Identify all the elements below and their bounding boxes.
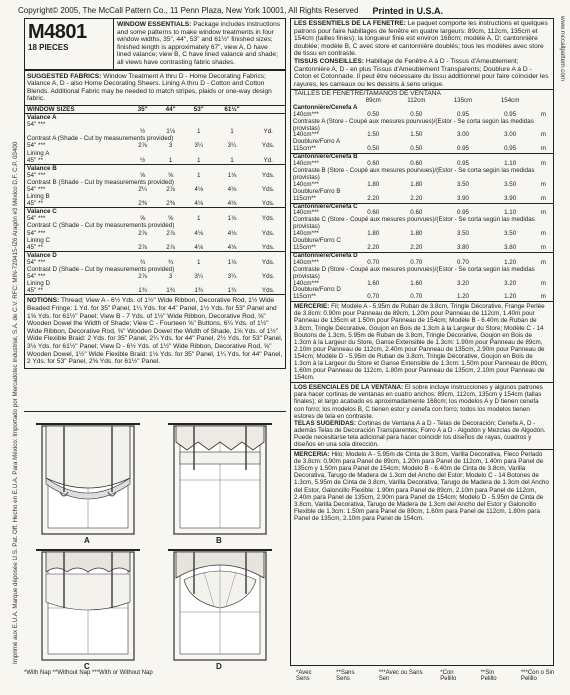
es-essentials [291, 382, 553, 449]
table-cell: 2⅞ [138, 273, 147, 281]
table-cell: 0.95 [456, 145, 469, 153]
table-row-label: Contrast B (Shade - Cut by measurements provided) [27, 178, 174, 186]
table-cell: 0.50 [367, 145, 380, 153]
views-drawing [24, 412, 286, 667]
table-row-label: 140cm*** [293, 209, 319, 217]
table-cell: 1.10 [504, 209, 517, 217]
table-row-label: 54" *** [27, 171, 46, 179]
table-cell: 0.70 [456, 258, 469, 266]
table-cell: 3.00 [504, 131, 517, 139]
table-cell: Yds. [261, 185, 275, 193]
table-cell: 1 [196, 258, 201, 266]
table-cell: Yds. [261, 243, 275, 251]
table-cell: 3 [168, 142, 173, 150]
view-c-drawing [36, 550, 140, 660]
es-merceria-text: Hilo; Modelo A - 5.95m de Cinta de 3.8cm, Varilla Decorativa, Fleco Perlado de 3.8cm: 0.90m para Panel de 89cm, 1.20m para Panel de 112cm, 1.40m para Panel de 135cm y 1.50m para Panel de 154cm; Modelo B - 6.40m de Cinta de 3.8cm, Varilla Decorativa, Tarugo de Madera de 1.3cm del Ancho del Estor; Modelo C - 14 Botones de 1.3cm, 5.95m de Cinta de 3.8cm, Varilla Decorativa, Tarugo de Madera de 1.3cm del Ancho del Estor, Galoncillo Flexible: 1.90m para Panel de 89cm, 2.10m para Panel de 112cm, 2.40m para Panel de 135cm, 2.90m para Panel de 154cm; Modelo D - 5.95m de Cinta de 3.8cm, Varilla Decorativa, Tarugo de Madera de 1.3cm del Ancho del Estor y Galoncillo Flexible de 1.3cm: 1.50m para Panel de 89cm, 1.60m para Panel de 112cm, 1.80m para Panel de 135cm, 2.10m para Panel de 154cm. [294, 451, 549, 522]
table-cell: 3.20 [504, 279, 517, 287]
es-telas-title: TELAS SUGERIDAS: [294, 419, 356, 427]
table-row-label: 115cm** [293, 243, 316, 251]
table-row-label: Doublure/Forro A [293, 138, 341, 146]
table-row [291, 119, 553, 133]
table-cell: 0.95 [504, 145, 517, 153]
table-cell: 4⅛ [227, 229, 237, 237]
table-cell: 3.80 [456, 243, 469, 251]
table-row [25, 273, 285, 280]
table-cell: 1 [196, 215, 201, 223]
table-cell: 1.80 [367, 230, 380, 238]
table-cell: 1.50 [410, 131, 423, 139]
table-row [25, 142, 285, 149]
table-cell: Yd. [263, 156, 273, 164]
legend-item: ***Avec ou Sans Sen [378, 670, 423, 682]
fr-essentials [291, 19, 553, 89]
view-c-caption: C [84, 662, 90, 671]
table-cell: 0.60 [367, 160, 380, 168]
table-cell: 0.50 [410, 110, 423, 118]
table-row [25, 287, 285, 294]
pattern-pieces: 18 PIECES [28, 43, 69, 52]
es-essentials-title: LOS ESENCIALES DE LA VENTANA: [294, 384, 404, 392]
table-cell: 1¾ [194, 287, 204, 295]
table-row [25, 157, 285, 165]
table-cell: 2.20 [367, 194, 380, 202]
printed-text: Printed in U.S.A. [372, 6, 443, 16]
table-row-label: Doublure/Forro C [293, 237, 341, 245]
suggested-fabrics-text: Window Treatment A thru D - Home Decorating Fabrics; Valance A, D - also Home Decorating Sheers. Lining A thru D - Cotton and Cotton Blends. Additional Fabric may be needed to match stripes, plaids or one-way design fabric. [27, 72, 272, 103]
fr-essentials-title: LES ESSENTIELS DE LA FENETRE: [294, 20, 406, 27]
table-cell: Yds. [261, 287, 275, 295]
table-cell: 1.80 [367, 180, 380, 188]
table-cell: 3.50 [504, 180, 517, 188]
table-cell: m [540, 180, 546, 188]
table-cell: 2.20 [410, 243, 423, 251]
table-cell: m [540, 209, 546, 217]
table-row-label: Doublure/Forro D [293, 286, 341, 294]
table-row-label: 45" ** [27, 243, 43, 251]
copyright-text: Copyright© 2005, The McCall Pattern Co., 11 Penn Plaza, New York 10001, All Rights Reserved [18, 6, 359, 15]
table-header-cell [534, 98, 553, 105]
fr-tissus-text: Habillage de Fenêtre A à D - Tissus d'Ameublement; Cantonnière A, D - en plus Tissus d'Ameublement Transparents; Doublure A à D - Coton et Cotonnade. Il peut être nécessaire du tissu additionnel pour faire coïncider les rayures, les carreaux ou les dessins à sens unique. [294, 57, 549, 88]
fr-tissus-title: TISSUS CONSEILLES: [294, 57, 364, 65]
table-row [25, 244, 285, 252]
table-cell: 4⅛ [227, 243, 237, 251]
table-cell: ¾ [168, 258, 174, 266]
table-group-label: Cantonnière/Cenefa B [291, 154, 553, 161]
english-column [24, 18, 286, 369]
table-row [291, 196, 553, 203]
table-row-label: Contrast A (Shade - Cut by measurements provided) [27, 135, 174, 143]
table-cell: 3.80 [504, 243, 517, 251]
table-cell: 2.20 [410, 194, 423, 202]
fr-mercerie [291, 301, 553, 382]
es-merceria-title: MERCERIA: [294, 451, 330, 459]
table-cell: 0.70 [410, 258, 423, 266]
table-cell: 3 [168, 273, 173, 281]
table-row-label: 115cm** [293, 194, 316, 202]
table-row-label: 45" ** [27, 200, 43, 208]
fr-essentials-text: Le paquet comporte les instructions et quelques patrons pour faire habillages de fenêtre en quatre largeurs: 89cm, 112cm, 135cm et 154cm (tailles finies); la longueur finie est environ 168cm; modèle A, D: cantonnière doublée; modèle B, C avec store et cantonnière doublés; tous les modèles avec store de tissu en contraste. [294, 20, 548, 58]
table-cell: 1 [196, 156, 201, 164]
french-spanish-column [290, 18, 554, 666]
table-row-label: Contrast C (Shade - Cut by measurements provided) [27, 222, 175, 230]
table-row [25, 179, 285, 186]
suggested-fabrics [24, 70, 286, 105]
table-cell: Yds. [261, 273, 275, 281]
table-cell: 3¼ [194, 142, 204, 150]
table-cell: 1.80 [410, 180, 423, 188]
table-header-cell: 154cm [500, 96, 520, 104]
table-cell: 2⅞ [138, 243, 147, 251]
table-cell: 2¼ [138, 185, 147, 193]
table-cell: 0.50 [410, 145, 423, 153]
table-row [25, 128, 285, 135]
table-row-label: Contraste C (Store - Coupé aux mesures pourvues)/(Estor - Se corta según las medidas provistas) [293, 216, 535, 231]
es-merceria [291, 449, 553, 523]
table-row-label: 140cm*** [293, 230, 319, 238]
table-cell [185, 121, 213, 128]
table-cell: 2⅞ [166, 185, 176, 193]
pattern-header [24, 18, 286, 70]
table-header-cell: 53" [185, 106, 213, 114]
pattern-envelope-back [6, 4, 564, 690]
table-row-label: 54" *** [27, 229, 46, 237]
table-cell: 1 [230, 128, 234, 136]
table-cell: 4⅛ [194, 200, 204, 208]
table-header-cell: 89cm [365, 96, 381, 104]
table-row-label: 140cm*** [293, 131, 319, 139]
yardage-header-row [25, 106, 285, 114]
view-a-drawing [36, 424, 140, 534]
es-telas-text: Cortinas de Ventana A a D - Telas de Decoración; Cenefa A, D - además Telas de Decoración Transparentes; Forro A a D - Algodón y Mezclas de Algodón. Puede necesitarse tela adicional para hacer coincidir los diseños de rayas, cuadros y diseños en una sola dirección. [294, 419, 546, 448]
table-cell: m [540, 131, 546, 139]
window-essentials-title: WINDOW ESSENTIALS: [117, 21, 192, 28]
table-cell: 0.95 [456, 160, 469, 168]
table-cell: m [540, 258, 546, 266]
table-row-label: Lining D [27, 280, 51, 288]
table-group-row [25, 251, 285, 259]
table-row-label: Lining C [27, 236, 51, 244]
table-cell: 3.90 [456, 194, 469, 202]
table-group-row [25, 114, 285, 122]
table-cell: m [540, 243, 546, 251]
table-cell: 0.70 [410, 293, 423, 301]
table-cell: 1 [230, 156, 234, 164]
legend-item: *Avec Sens [296, 670, 312, 682]
table-row [25, 266, 285, 273]
table-header-cell: 61½" [213, 106, 252, 114]
table-group-label: Valance A [27, 114, 57, 122]
table-row-label: 115cm** [293, 145, 316, 153]
table-row [291, 168, 553, 182]
table-row-label: 45" ** [27, 287, 43, 295]
table-cell: 1.80 [410, 230, 423, 238]
table-header-cell: WINDOW SIZES [25, 106, 129, 114]
table-row-label: 140cm*** [293, 110, 319, 118]
table-cell: 0.95 [456, 110, 469, 118]
table-row-label: 140cm*** [293, 279, 319, 287]
table-row [25, 186, 285, 193]
table-cell: 0.60 [367, 209, 380, 217]
table-cell: m [540, 194, 546, 202]
suggested-fabrics-title: SUGGESTED FABRICS: [27, 72, 102, 80]
table-row-label: Contraste A (Store - Coupé aux mesures pourvues)/(Estor - Se corta según las medidas provistas) [293, 117, 534, 132]
table-cell: 2⅜ [166, 200, 176, 208]
table-header-cell [251, 106, 285, 114]
table-cell: ⅝ [139, 215, 146, 223]
fr-mercerie-title: MERCERIE: [294, 303, 330, 311]
table-cell: 4⅛ [194, 229, 204, 237]
legend-item: **Sin Pelillo [480, 670, 497, 682]
fr-mercerie-text: Fil; Modèle A - 5.95m de Ruban de 3.8cm, Tringle Décorative, Frange Perlée de 3.8cm: 0.90m pour Panneau de 89cm, 1.20m pour Panneau de 112cm, 1.40m pour Panneau de 135cm et 1.50m pour Panneau de 154cm; Modèle B - 6.40m de Ruban de 3.8cm, Tringle Décorative, Goujon en Bois de 1.3cm à la Largeur du Store; Modèle C - 14 Boutons de 1.3cm, 5.95m de Ruban de 3.8cm, Tringle Décorative, Goujon en Bois de 1.3cm à la Largeur du Store, Ganse Extensible de 1.3cm: 1.90m pour Panneau de 89cm, 2.10m pour Panneau de 112cm, 2.40m pour Panneau de 135cm, 2.90m pour Panneau de 154cm; Modèle D - 5.95m de Ruban de 3.8cm, Tringle Décorative, Goujon en Bois de 1.3cm à la Largeur du Store et Ganse Extensible de 1.3cm: 1.50m pour Panneau de 89cm, 1.60m pour Panneau de 112cm, 1.80m pour Panneau de 135cm, 2.10m pour Panneau de 154cm. [294, 303, 548, 382]
fr-table-title: TAILLES DE FENETRE/TAMAÑOS DE VENTANA [294, 90, 441, 98]
side-text-left: Imprimé aux E.U.A. Marque déposée U.S. Pat. Off. Hecho en E.U.A. Para México: Importado por Mercadotec Industrial, S.A. de C.V. RFC: MIN-720415-IZ6 Aragón #3 México D.F. C.P. 03400 [12, 141, 19, 664]
header [18, 6, 558, 16]
table-row-label: 54" *** [27, 121, 46, 129]
table-cell: 3.50 [456, 180, 469, 188]
table-row-label: 45" ** [27, 156, 43, 164]
table-cell: m [540, 279, 546, 287]
table-cell: Yds. [261, 200, 275, 208]
table-row [25, 230, 285, 237]
table-cell: 2⅞ [138, 142, 147, 150]
table-group-label: Valance B [25, 164, 285, 172]
table-cell: ⅝ [139, 171, 146, 179]
table-cell: 3¼ [194, 273, 204, 281]
table-cell: m [540, 110, 546, 118]
table-group-label: Valance C [25, 208, 285, 216]
table-header-cell: 44" [157, 106, 185, 114]
table-row [25, 121, 285, 128]
table-cell: 3.50 [504, 230, 517, 238]
table-header-cell: 135cm [453, 96, 473, 104]
table-cell: 2⅞ [166, 243, 176, 251]
table-cell: ½ [139, 128, 146, 136]
table-cell: 0.95 [504, 110, 517, 118]
legend-item: *Con Pelillo [440, 670, 457, 682]
table-cell: 1⅛ [227, 215, 237, 223]
yardage-table [25, 106, 285, 294]
table-cell: 1 [168, 156, 173, 164]
table-cell: 1.60 [410, 279, 423, 287]
view-a-caption: A [84, 536, 90, 545]
table-row-label: 54" *** [27, 142, 46, 150]
table-group-label: Cantonnière/Cenefa A [293, 103, 358, 111]
table-row-label: Lining B [27, 193, 50, 201]
table-cell: Yd. [263, 128, 273, 136]
yardage-table-wrap [24, 105, 286, 295]
table-row [25, 172, 285, 179]
table-row [25, 237, 285, 244]
table-cell: Yds. [261, 215, 275, 223]
table-cell: 1¾ [166, 287, 176, 295]
table-group-label: Cantonnière/Cenefa D [291, 252, 553, 259]
table-cell: m [540, 145, 546, 153]
pattern-number-box [25, 19, 114, 69]
table-cell: 3.50 [456, 230, 469, 238]
nap-legend: *With Nap **Without Nap ***With or Without Nap [24, 670, 153, 676]
table-cell: 4⅛ [227, 200, 237, 208]
table-row-label: 54" *** [27, 273, 46, 281]
table-cell [213, 121, 252, 128]
table-row [25, 193, 285, 200]
table-row [25, 200, 285, 208]
table-cell: 0.60 [410, 160, 423, 168]
table-cell: 1.50 [367, 131, 380, 139]
table-cell: 0.95 [456, 209, 469, 217]
table-cell: ½ [139, 156, 146, 164]
table-group-row [25, 208, 285, 216]
table-cell: Yds. [261, 258, 275, 266]
table-row [291, 294, 553, 301]
table-cell: 4⅛ [194, 243, 204, 251]
table-cell: 2⅞ [138, 229, 147, 237]
table-cell: 1⅛ [227, 171, 237, 179]
table-row-label: 54" *** [27, 185, 46, 193]
table-cell: 1.20 [456, 293, 469, 301]
pattern-number: M4801 [28, 21, 87, 43]
table-group-row [25, 164, 285, 172]
table-cell: 3¼ [227, 142, 237, 150]
table-cell: Yds. [261, 142, 275, 150]
table-cell: 1⅛ [227, 258, 237, 266]
table-row [25, 259, 285, 266]
table-row-label: Contrast D (Shade - Cut by measurements provided) [27, 266, 175, 273]
table-cell: ⅝ [168, 215, 174, 223]
legend-item: **Sans Sens [336, 670, 355, 682]
view-b-drawing [168, 424, 272, 534]
table-cell: 3¼ [227, 273, 237, 281]
table-cell: 0.60 [410, 209, 423, 217]
table-cell: Yds. [261, 171, 275, 179]
notions [24, 295, 286, 368]
table-cell: 2.20 [367, 243, 380, 251]
table-cell: 3.00 [456, 131, 469, 139]
table-cell: 0.70 [367, 293, 380, 301]
table-row-label [25, 128, 129, 135]
notions-title: NOTIONS: [27, 297, 60, 305]
es-essentials-text: El sobre incluye instrucciones y algunos patrones para hacer cortinas de ventanas en cuatro anchos: 89cm, 112cm, 135cm y 154cm (tallas finales); el largo acabado es aproximadamente 168cm; los modelos A y D tienen cenefa con forro; los modelos B, C tienen estor y cenefa con forro; todos los modelos tienen estores de tela en contraste. [294, 384, 543, 420]
table-row [25, 150, 285, 157]
table-cell: 3.90 [504, 194, 517, 202]
table-cell: 0.50 [367, 110, 380, 118]
table-header-cell: 35" [129, 106, 157, 114]
table-cell: 3.20 [456, 279, 469, 287]
table-cell: 1¾ [227, 287, 237, 295]
view-d-drawing [168, 550, 272, 660]
table-group-label: Cantonnière/Cenefa C [291, 203, 553, 210]
table-cell: ¾ [139, 258, 146, 266]
table-cell: ⅝ [168, 171, 174, 179]
table-cell: 1.60 [367, 279, 380, 287]
table-cell: 2⅜ [138, 200, 147, 208]
table-row-label: Lining A [27, 149, 50, 157]
table-cell: 1.20 [504, 258, 517, 266]
table-row [25, 222, 285, 229]
view-illustrations [24, 411, 286, 684]
table-row-label: Doublure/Forro B [293, 187, 341, 195]
table-row [25, 135, 285, 142]
table-row-label: 140cm*** [293, 180, 319, 188]
table-cell: 1.10 [504, 160, 517, 168]
table-row-label: 140cm*** [293, 258, 319, 266]
table-cell: m [540, 293, 546, 301]
table-cell: 2⅞ [166, 229, 176, 237]
view-d-caption: D [216, 662, 222, 671]
table-row [291, 267, 553, 281]
table-cell: Yds. [261, 229, 275, 237]
table-group-label: Valance D [25, 251, 285, 259]
metric-yardage-table [291, 98, 553, 301]
table-cell [157, 121, 185, 128]
fr-table-wrap [291, 89, 553, 301]
table-cell: 4⅛ [227, 185, 237, 193]
table-cell: 1 [196, 128, 201, 136]
table-cell: m [540, 160, 546, 168]
table-row-label: Contraste B (Store - Coupé aux mesures pourvues)/(Estor - Se corta según las medidas provistas) [293, 167, 535, 181]
legend-item: ***Con o Sin Pelillo [520, 670, 555, 682]
nap-legend-fr-es [296, 670, 564, 682]
table-row [25, 215, 285, 222]
table-row [291, 217, 553, 231]
table-row-label: 115cm** [293, 293, 316, 301]
window-essentials [114, 19, 285, 69]
table-header-cell: 112cm [407, 96, 426, 104]
notions-text: Thread; View A - 6½ Yds. of 1½" Wide Ribbon, Decorative Rod, 1½ Wide Beaded Fringe: 1 Yd. for 35" Panel, 1¼ Yds. for 44" Panel, 1½ Yds. for 53" Panel and 1⅝ Yds. for 61½" Panel; View B - 7 Yds. of 1½" Wide Ribbon, Decorative Rod, ⅝" Wooden Dowel the Width of Shade; View C - Fourteen ⅝" Buttons, 6¼ Yds. of 1½" Wide Ribbon, Decorative Rod, ⅝" Wooden Dowel the Width of Shade, 1⅝ Yds. of 1½" Wide Flexible Braid: 2 Yds. for 35" Panel, 2¼ Yds. for 44" Panel, 2½ Yds. for 53" Panel, 3⅛ Yds. for 61½" Panel; View D - 6½ Yds. of 1½" Wide Ribbon, Decorative Rod, ⅝" Wooden Dowel, 1½" Wide Flexible Braid: 1⅛ Yds. for 35" Panel, 1¼ Yds. for 44" Panel, 2 Yds. for 53" Panel, 2⅝ Yds. for 61½" Panel. [27, 297, 283, 366]
window-essentials-text: Package includes instructions and some patterns to make window treatments in four window widths, 35", 44", 53" and 61½" finished sizes; finished length is approximately 67", view A, D have lined valance; view B, C have lined valance and shade; all views have contrasting fabric shades. [117, 21, 281, 66]
table-row [25, 280, 285, 287]
table-cell: m [540, 230, 546, 238]
side-text-url: www.mccallpattern.com [559, 16, 566, 81]
table-cell: 1¾ [138, 287, 147, 295]
table-row-label: 140cm*** [293, 160, 319, 168]
table-cell: 4⅛ [194, 185, 204, 193]
table-cell: 0.70 [367, 258, 380, 266]
view-b-caption: B [216, 536, 222, 545]
table-cell: 1 [196, 171, 201, 179]
table-row-label: 54" *** [27, 258, 46, 266]
table-cell: 1⅛ [166, 128, 176, 136]
table-row-label: 54" *** [27, 215, 46, 223]
table-row-label: Contraste D (Store - Coupé aux mesures pourvues)/(Estor - Se corta según las medidas provistas) [293, 265, 535, 280]
table-cell: 1.20 [504, 293, 517, 301]
